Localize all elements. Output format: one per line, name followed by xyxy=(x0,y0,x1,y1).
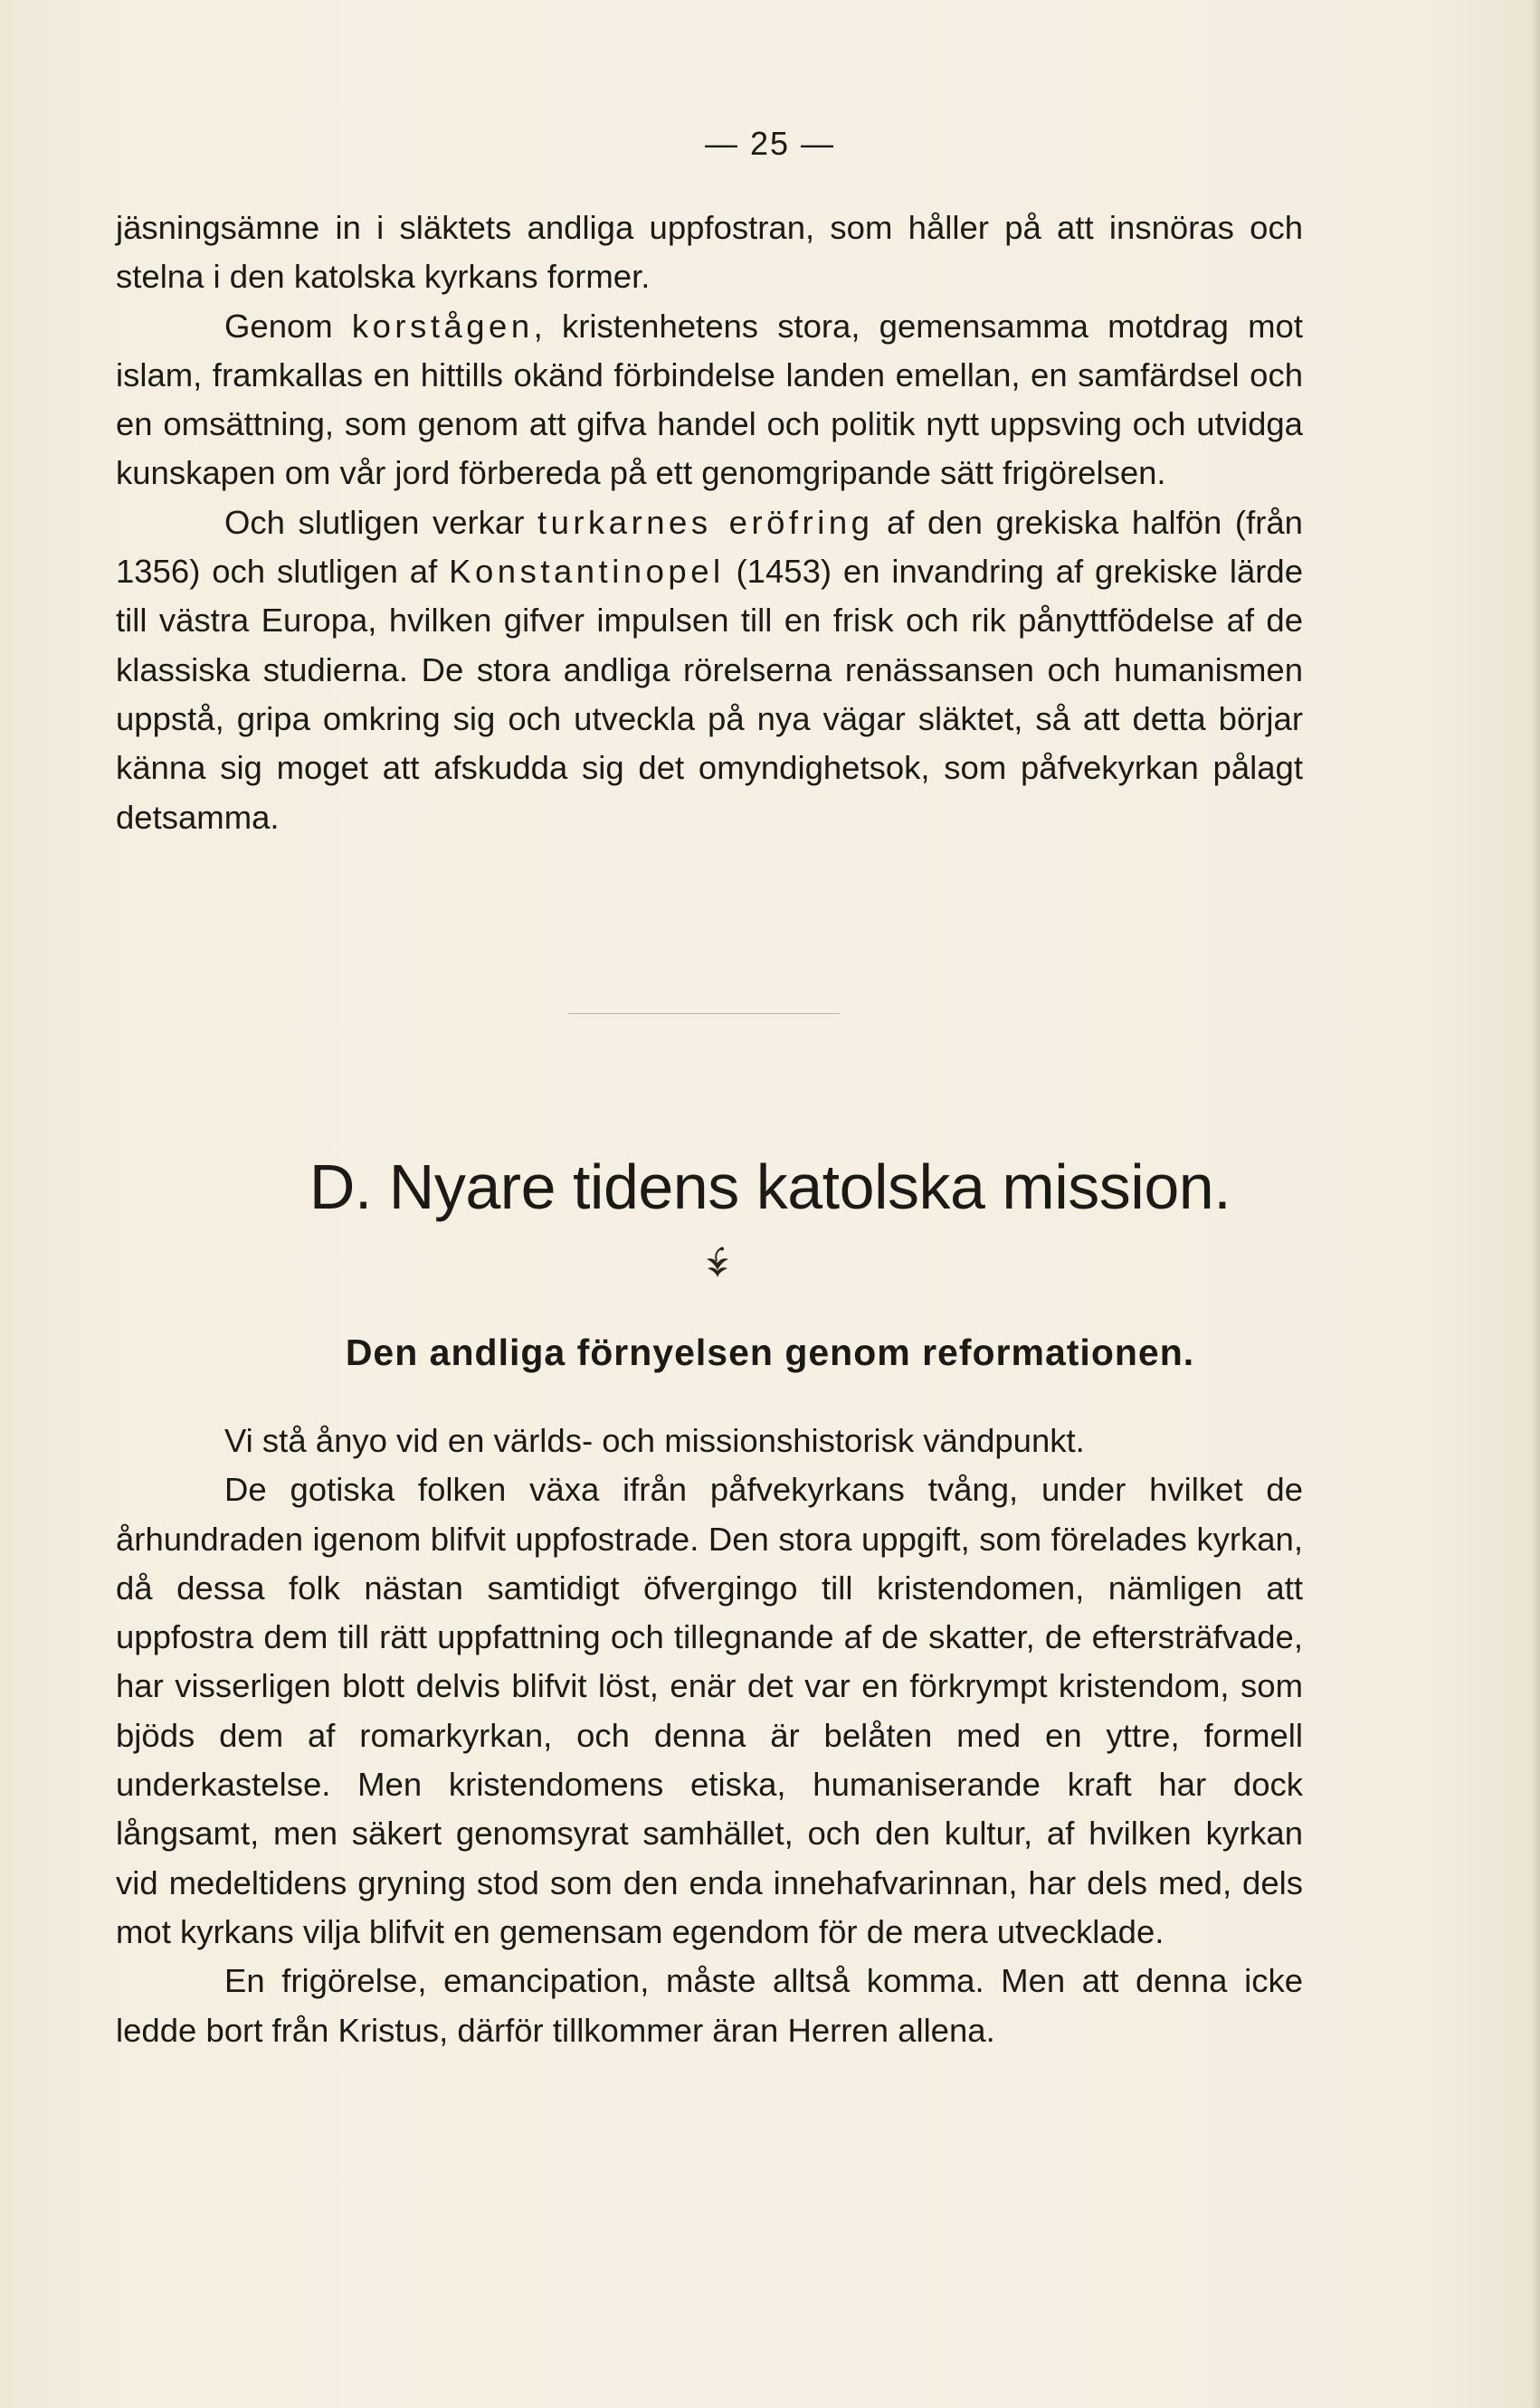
paragraph: En frigörelse, emancipation, måste alltså komma. Men att denna icke ledde bort från Kristus, därför tillkommer äran Herren allena. xyxy=(116,1962,1303,2049)
fleuron-icon xyxy=(704,1247,731,1279)
page-edge-shadow xyxy=(1531,0,1540,2408)
sub-heading: Den andliga förnyelsen genom reformationen. xyxy=(345,1332,1195,1373)
paragraph xyxy=(116,204,1303,302)
spaced-emphasis: turkarnes eröfring xyxy=(537,503,874,541)
paragraph-text: (1453) en invandring af grekiske lärde till västra Europa, hvilken gifver impulsen till en frisk och rik pånyttfödelse af de klassiska studierna. De stora andliga rörelserna renässansen och humanismen uppstå, gripa omkring sig och utveckla på nya vägar släktet, så att detta börjar känna sig moget att afskudda sig det omyndighetsok, som påfvekyrkan pålagt detsamma. xyxy=(116,553,1304,836)
paragraph-text: , kristenhetens stora, gemensamma motdrag mot islam, framkallas en hittills okänd förbindelse landen emellan, en samfärdsel och en omsättning, som genom att gifva handel och politik nytt uppsving och utvidga kunskapen om vår jord förbereda på ett genomgripande sätt frigörelsen. xyxy=(116,307,1303,492)
spaced-emphasis: korstågen xyxy=(351,307,534,345)
paragraph-text: Och slutligen verkar xyxy=(224,503,537,541)
section-divider xyxy=(568,1013,840,1014)
paragraph xyxy=(116,498,1303,842)
paragraph xyxy=(116,302,1303,498)
paragraph-text: af den grekiska halfön (från 1356) och slutligen af xyxy=(116,503,1303,591)
paragraph-text: jäsningsämne in i släktets andliga uppfostran, som håller på att insnöras och stelna i den katolska kyrkans former. xyxy=(116,209,1303,296)
section-heading: D. Nyare tidens katolska mission. xyxy=(309,1152,1231,1222)
text-block-top xyxy=(116,204,1303,842)
page-number: — 25 — xyxy=(704,125,836,162)
paragraph-text: Genom xyxy=(224,307,352,345)
paragraph: De gotiska folken växa ifrån påfvekyrkans tvång, under hvilket de århundraden igenom blifvit uppfostrade. Den stora uppgift, som förelades kyrkan, då dessa folk nästan samtidigt öfvergingo till kristendomen, nämligen att uppfostra dem till rätt uppfattning och tillegnande af de skatter, de eftersträfvade, har visserligen blott delvis blifvit löst, enär det var en förkrympt kristendom, som bjöds dem af romarkyrkan, och denna är belåten med en yttre, formell underkastelse. Men kristendomens etiska, humaniserande kraft har dock långsamt, men säkert genomsyrat samhället, och den kultur, af hvilken kyrkan vid medeltidens gryning stod som den enda innehafvarinnan, har dels med, dels mot kyrkans vilja blifvit en gemensam egendom för de mera utvecklade. xyxy=(116,1471,1303,1950)
spaced-emphasis: Konstantinopel xyxy=(449,553,725,591)
paragraph: Vi stå ånyo vid en världs- och missionshistorisk vändpunkt. xyxy=(224,1422,1085,1459)
text-block-bottom xyxy=(116,1417,1303,2055)
